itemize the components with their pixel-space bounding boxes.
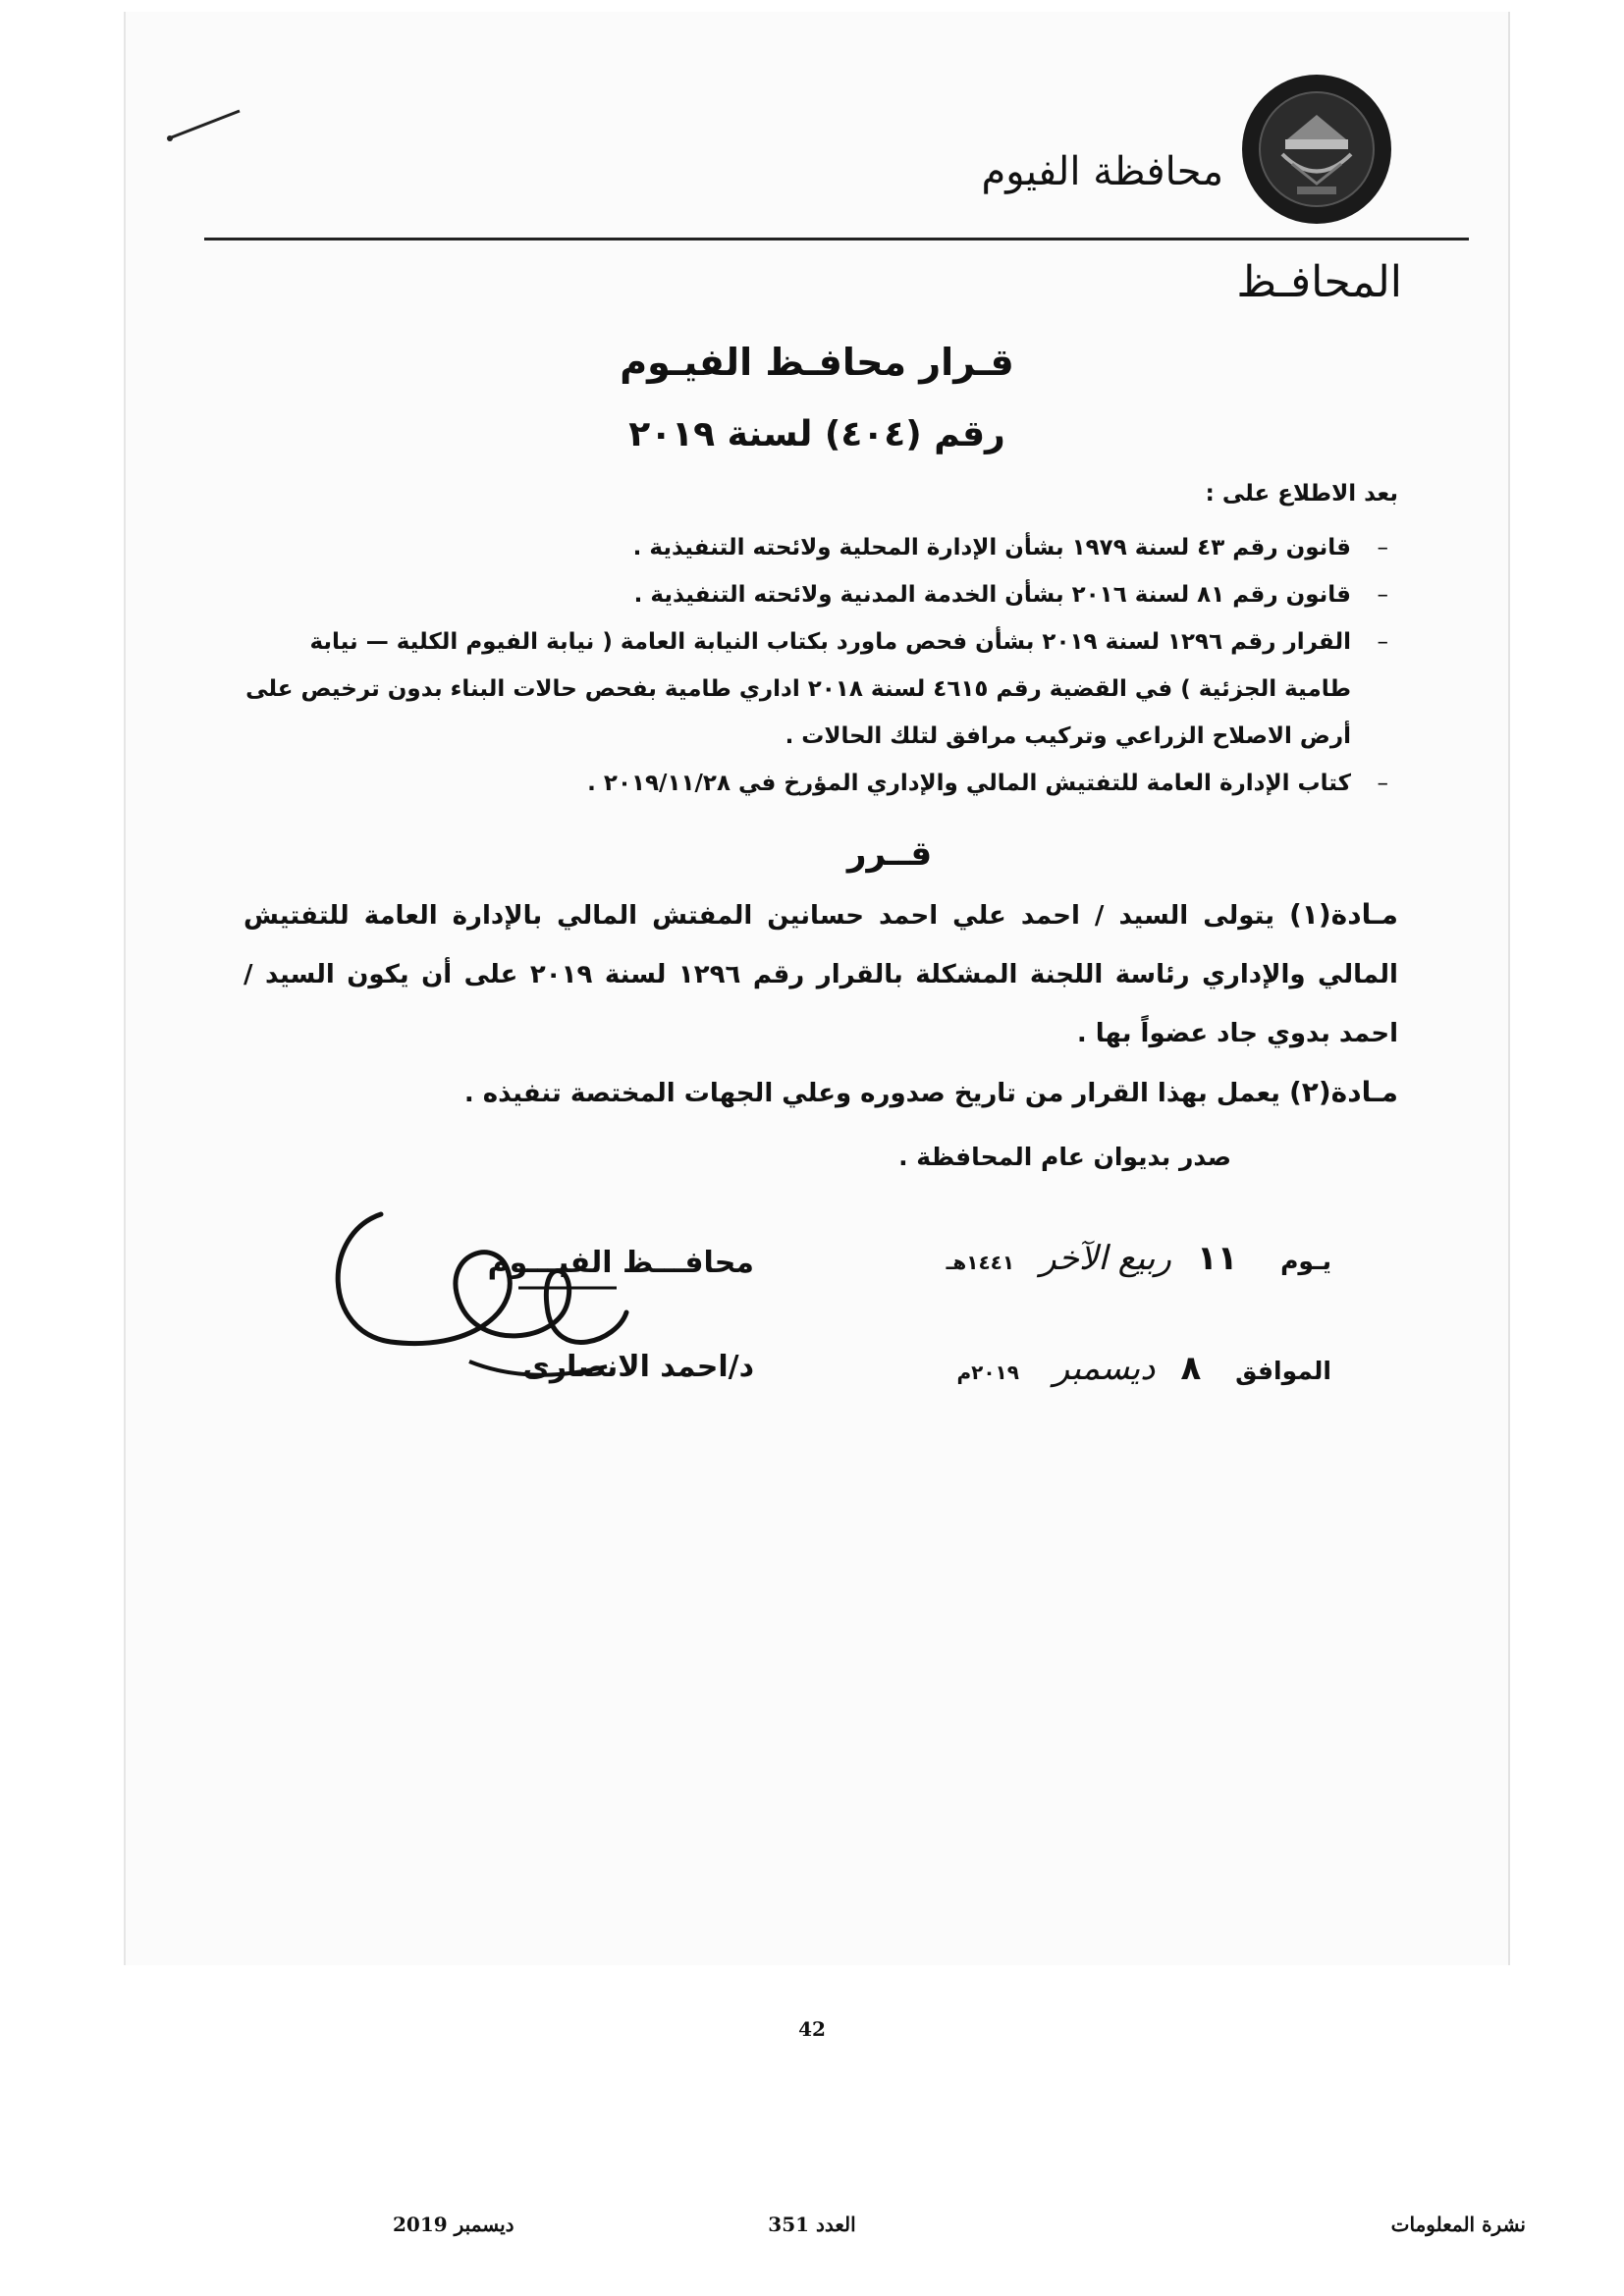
signature-title: محافـــظ الفيـــوم: [487, 1246, 754, 1280]
decree-body: [244, 481, 1398, 1171]
article-text: يعمل بهذا القرار من تاريخ صدوره وعلي الجهات المختصة تنفيذه .: [463, 1079, 1280, 1108]
pen-stroke-mark: [165, 105, 244, 144]
gregorian-date-line: [956, 1349, 1331, 1388]
footer-date: ديسمبر 2019: [393, 2213, 514, 2236]
list-item: [244, 760, 1398, 807]
reference-text: كتاب الإدارة العامة للتفتيش المالي والإداري المؤرخ في ٢٠١٩/١١/٢٨ .: [587, 771, 1351, 796]
list-item: [244, 618, 1398, 760]
decree-number: رقم (٤٠٤) لسنة ٢٠١٩: [628, 414, 1005, 454]
reference-list: [244, 524, 1398, 807]
signature-block: [322, 1195, 754, 1420]
office-title: المحافـظ: [1236, 257, 1402, 307]
governorate-name: محافظة الفيوم: [981, 149, 1223, 194]
decree-title: قـرار محافـظ الفيـوم: [620, 341, 1014, 384]
dash-bullet: –: [1377, 582, 1388, 608]
gregorian-month-handwritten: ديسمبر: [1053, 1349, 1156, 1388]
article-label: مـادة(١): [1288, 898, 1398, 931]
dash-bullet: –: [1377, 771, 1388, 796]
reference-text: قانون رقم ٨١ لسنة ٢٠١٦ بشأن الخدمة المدنية ولائحته التنفيذية .: [633, 582, 1351, 608]
decision-heading: قــرر: [846, 834, 933, 874]
gregorian-year: ٢٠١٩م: [956, 1361, 1019, 1384]
gregorian-day: ٨: [1180, 1349, 1202, 1388]
hijri-month-handwritten: ربيع الآخر: [1040, 1239, 1171, 1278]
reference-text: قانون رقم ٤٣ لسنة ١٩٧٩ بشأن الإدارة المحلية ولائحته التنفيذية .: [632, 535, 1351, 561]
article-1: [244, 885, 1398, 1063]
reference-text: القرار رقم ١٢٩٦ لسنة ٢٠١٩ بشأن فحص ماورد بكتاب النيابة العامة ( نيابة الفيوم الكلية — نيابة طامية الجزئية ) في القضية رقم ٤٦١٥ لسنة ٢٠١٨ اداري طامية بفحص حالات البناء بدون ترخيص على أرض الاصلاح الزراعي وتركيب مرافق لتلك الحالات .: [245, 629, 1351, 749]
hijri-day: ١١: [1197, 1239, 1238, 1278]
corresponding-label: الموافق: [1235, 1357, 1331, 1385]
handwritten-signature: [322, 1195, 754, 1420]
footer-publication: نشرة المعلومات: [1390, 2213, 1526, 2236]
article-text: يتولى السيد / احمد علي احمد حسانين المفتش المالي بالإدارة العامة للتفتيش المالي والإداري رئاسة اللجنة المشكلة بالقرار رقم ١٢٩٦ لسنة ٢٠١٩ على أن يكون السيد / احمد بدوي جاد عضواً بها .: [244, 901, 1398, 1048]
hijri-date-line: [947, 1239, 1331, 1278]
list-item: [244, 524, 1398, 571]
dash-bullet: –: [1377, 535, 1388, 561]
governorate-emblem-logo: [1238, 71, 1395, 228]
page-number: 42: [798, 2017, 826, 2041]
scanned-decree-page: [124, 12, 1510, 1965]
dash-bullet: –: [1377, 629, 1388, 655]
article-label: مـادة(٢): [1288, 1076, 1398, 1108]
footer-issue: العدد 351: [768, 2213, 856, 2236]
list-item: [244, 571, 1398, 618]
preamble-label: بعد الاطلاع على :: [1205, 481, 1398, 507]
header-divider: [204, 238, 1469, 240]
article-2: [244, 1063, 1398, 1123]
day-label: يـوم: [1280, 1247, 1331, 1275]
hijri-year: ١٤٤١هـ: [946, 1251, 1015, 1274]
issued-line: صدر بديوان عام المحافظة .: [898, 1143, 1231, 1171]
signatory-name: د/احمد الانصارى: [522, 1350, 754, 1384]
